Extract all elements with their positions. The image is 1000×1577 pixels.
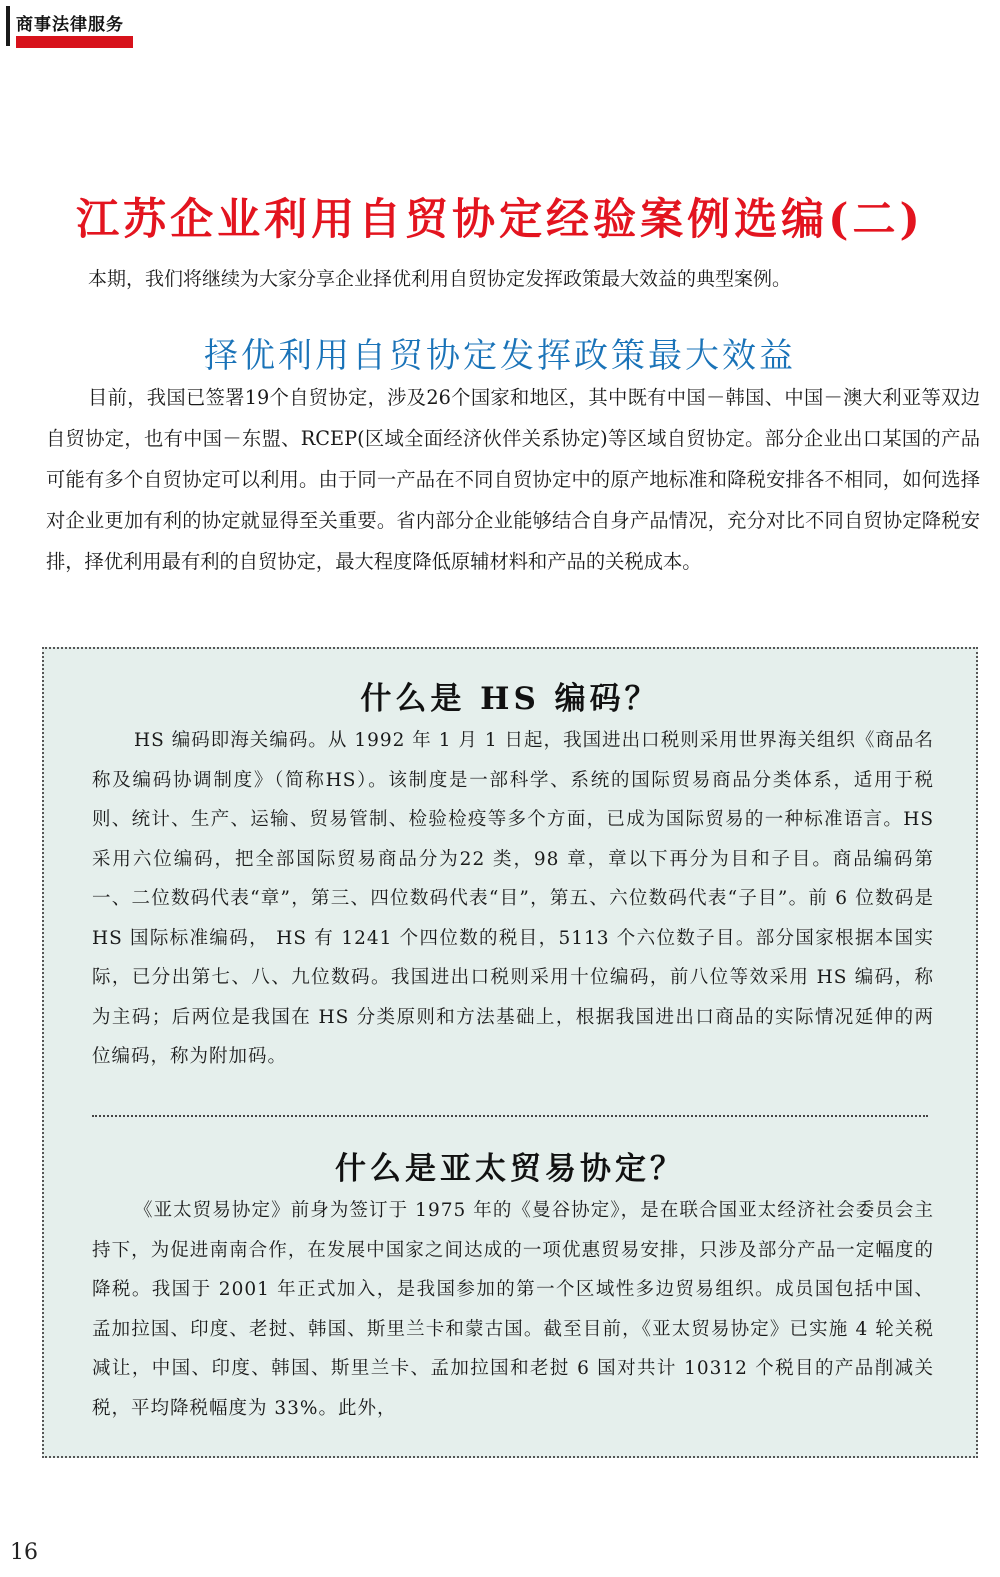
hs-text: HS 编码即海关编码。从 1992 年 1 月 1 日起，我国进出口税则采用世界海关组织《商品名称及编码协调制度》（简称HS）。该制度是一部科学、系统的国际贸易商品分类体系，适用于税则、统计、生产、运输、贸易管制、检验检疫等多个方面，已成为国际贸易的一种标准语言。HS 采用六位编码，把全部国际贸易商品分为22 类，98 章，章以下再分为目和子目。商品编码第一、二位数码代表“章”，第三、四位数码代表“目”，第五、六位数码代表“子目”。前 6 位数码是 HS 国际标准编码， HS 有 1241 个四位数的税目，5113 个六位数子目。部分国家根据本国实际，已分出第七、八、九位数码。我国进出口税则采用十位编码，前八位等效采用 HS 编码，称为主码；后两位是我国在 HS 分类原则和方法基础上，根据我国进出口商品的实际情况延伸的两位编码，称为附加码。 [92,730,934,1067]
section-label: 商事法律服务 [16,15,124,35]
box-divider [92,1115,928,1117]
apta-text: 《亚太贸易协定》前身为签订于 1975 年的《曼谷协定》，是在联合国亚太经济社会委员会主持下，为促进南南合作，在发展中国家之间达成的一项优惠贸易安排，只涉及部分产品一定幅度的降税。我国于 2001 年正式加入，是我国参加的第一个区域性多边贸易组织。成员国包括中国、孟加拉国、印度、老挝、韩国、斯里兰卡和蒙古国。截至目前，《亚太贸易协定》已实施 4 轮关税减让，中国、印度、韩国、斯里兰卡、孟加拉国和老挝 6 国对共计 10312 个税目的产品削减关税，平均降税幅度为 33%。此外， [92,1200,934,1419]
section-tag [6,6,126,44]
info-box [42,647,978,1458]
hs-title: 什么是 HS 编码？ [360,681,660,717]
article-paragraph: 目前，我国已签署19个自贸协定，涉及26个国家和地区，其中既有中国－韩国、中国－澳大利亚等双边自贸协定，也有中国－东盟、RCEP(区域全面经济伙伴关系协定)等区域自贸协定。部分企业出口某国的产品可能有多个自贸协定可以利用。由于同一产品在不同自贸协定中的原产地标准和降税安排各不相同，如何选择对企业更加有利的协定就显得至关重要。省内部分企业能够结合自身产品情况，充分对比不同自贸协定降税安排，择优利用最有利的自贸协定，最大程度降低原辅材料和产品的关税成本。 [46,386,980,573]
article-intro: 本期，我们将继续为大家分享企业择优利用自贸协定发挥政策最大效益的典型案例。 [88,268,792,290]
section-tag-bar [6,6,10,46]
article-title: 江苏企业利用自贸协定经验案例选编(二) [76,195,924,245]
article-subtitle: 择优利用自贸协定发挥政策最大效益 [204,336,796,376]
page-number: 16 [10,1540,38,1565]
section-tag-underline [16,36,133,48]
apta-title: 什么是亚太贸易协定？ [335,1151,685,1187]
